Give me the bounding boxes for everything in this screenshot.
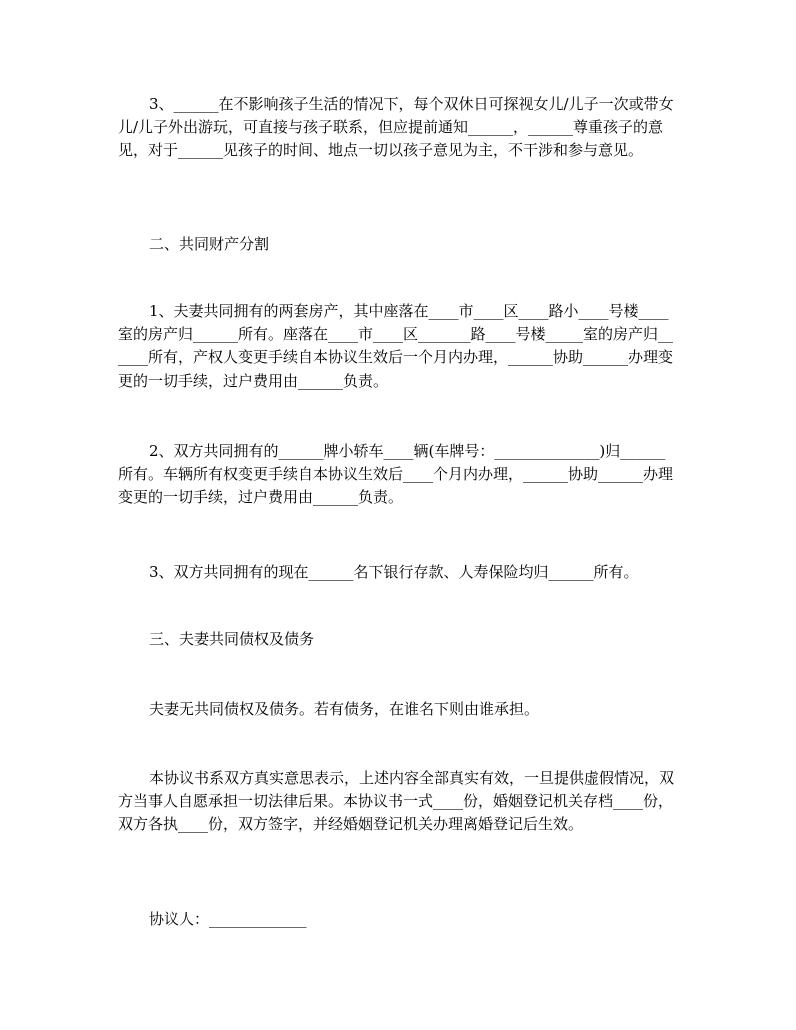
section-heading-debts: 三、夫妻共同债权及债务 [149,630,315,648]
paragraph-debts: 夫妻无共同债权及债务。若有债务，在谁名下则由谁承担。 [149,700,540,718]
paragraph-real-estate: 1、夫妻共同拥有的两套房产，其中座落在____市____区____路小____号楼____室的房产归______所有。座落在____市____区_______路____号楼_____室的房产归______所有，产权人变更手续自本协议生效后一个月内办理，______协助______办理变更的一切手续，过户费用由______负责。 [118,302,674,390]
paragraph-deposits-insurance: 3、双方共同拥有的现在______名下银行存款、人寿保险均归______所有。 [149,563,639,581]
signature-line: 协议人：_____________ [149,910,307,928]
paragraph-custody-visitation: 3、______在不影响孩子生活的情况下，每个双休日可探视女儿/儿子一次或带女儿/儿子外出游玩，可直接与孩子联系，但应提前通知______，______尊重孩子的意见，对于______见孩子的时间、地点一切以孩子意见为主，不干涉和参与意见。 [118,95,674,160]
paragraph-agreement-closing: 本协议书系双方真实意思表示，上述内容全部真实有效，一旦提供虚假情况，双方当事人自愿承担一切法律后果。本协议书一式____份，婚姻登记机关存档____份，双方各执____份，双方签字，并经婚姻登记机关办理离婚登记后生效。 [118,769,675,834]
paragraph-vehicle: 2、双方共同拥有的______牌小轿车____辆(车牌号：______________)归______所有。车辆所有权变更手续自本协议生效后____个月内办理，______协助______办理变更的一切手续，过户费用由______负责。 [118,442,674,507]
section-heading-property-division: 二、共同财产分割 [149,235,270,253]
